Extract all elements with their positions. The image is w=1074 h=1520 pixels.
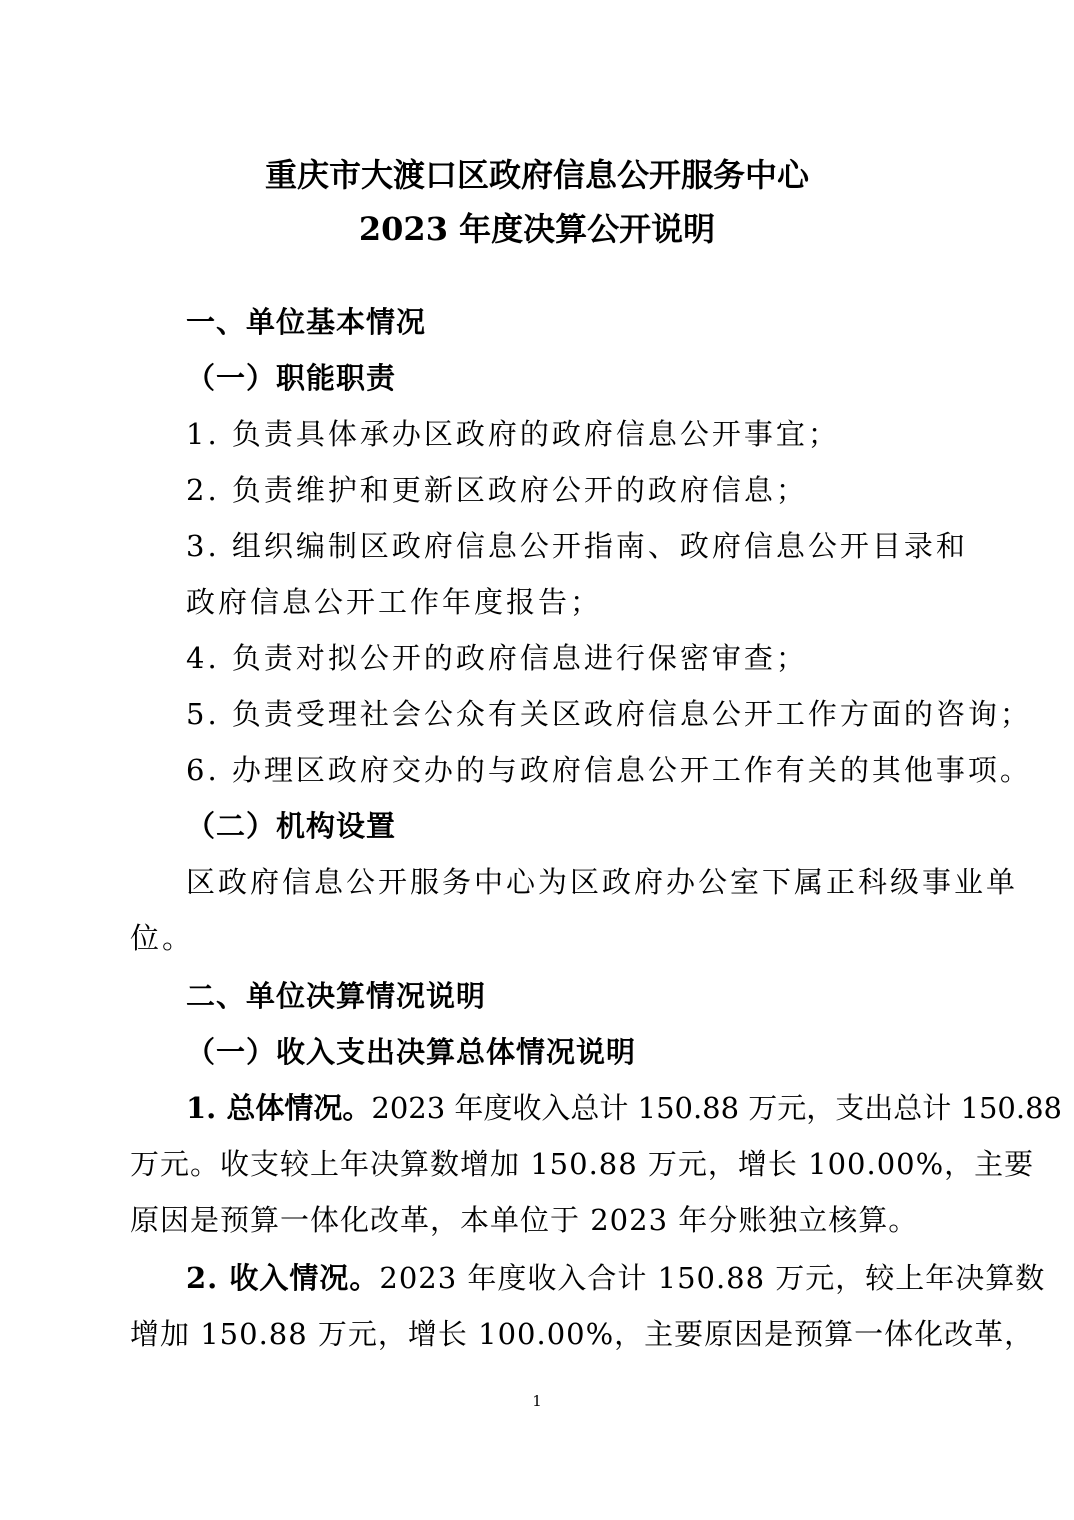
- document-title-line2: 2023 年度决算公开说明: [358, 210, 716, 248]
- duty-item-2: 2. 负责维护和更新区政府公开的政府信息；: [186, 473, 808, 507]
- income-paragraph-line2: 增加 150.88 万元，增长 100.00%，主要原因是预算一体化改革，: [130, 1317, 1035, 1351]
- org-setup-line2: 位。: [130, 921, 195, 955]
- page-number: 1: [532, 1392, 542, 1410]
- duty-item-3: 3. 组织编制区政府信息公开指南、政府信息公开目录和: [186, 529, 968, 563]
- overall-label: 1. 总体情况。: [186, 1091, 372, 1125]
- duty-item-5: 5. 负责受理社会公众有关区政府信息公开工作方面的咨询；: [186, 697, 1032, 731]
- document-title-line1: 重庆市大渡口区政府信息公开服务中心: [264, 156, 809, 194]
- duty-item-1: 1. 负责具体承办区政府的政府信息公开事宜；: [186, 417, 840, 451]
- income-label: 2. 收入情况。: [186, 1261, 380, 1295]
- overall-paragraph-line2: 万元。收支较上年决算数增加 150.88 万元，增长 100.00%，主要: [130, 1147, 1035, 1181]
- section1-sub2-heading: （二）机构设置: [186, 809, 397, 843]
- income-text: 2023 年度收入合计 150.88 万元，较上年决算数: [379, 1261, 1046, 1295]
- section2-sub1-heading: （一）收入支出决算总体情况说明: [186, 1035, 637, 1069]
- section1-sub1-heading: （一）职能职责: [186, 361, 397, 395]
- org-setup-line1: 区政府信息公开服务中心为区政府办公室下属正科级事业单: [186, 865, 1019, 899]
- overall-paragraph-line1: [186, 1088, 1062, 1128]
- income-paragraph-line1: [186, 1258, 1045, 1298]
- duty-item-3-cont: 政府信息公开工作年度报告；: [186, 585, 603, 619]
- duty-item-4: 4. 负责对拟公开的政府信息进行保密审查；: [186, 641, 808, 675]
- overall-paragraph-line3: 原因是预算一体化改革，本单位于 2023 年分账独立核算。: [130, 1203, 919, 1237]
- duty-item-6: 6. 办理区政府交办的与政府信息公开工作有关的其他事项。: [186, 753, 1032, 787]
- overall-text: 2023 年度收入总计 150.88 万元，支出总计 150.88: [371, 1091, 1062, 1125]
- section2-heading: 二、单位决算情况说明: [186, 979, 487, 1013]
- section1-heading: 一、单位基本情况: [186, 305, 427, 339]
